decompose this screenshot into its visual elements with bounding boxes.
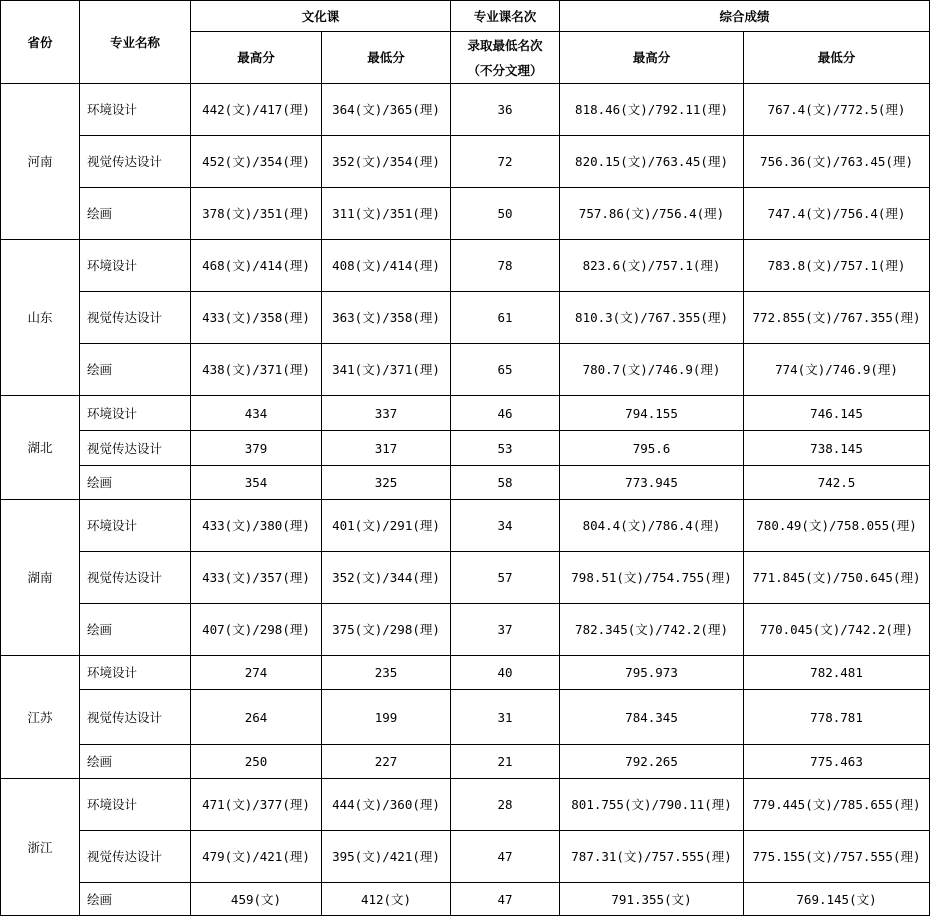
major-cell: 绘画 — [80, 883, 191, 916]
rank-cell: 65 — [451, 344, 560, 396]
major-cell: 视觉传达设计 — [80, 136, 191, 188]
rank-cell: 46 — [451, 396, 560, 431]
composite-min-cell: 775.463 — [744, 745, 930, 779]
header-rank: 专业课名次 — [451, 1, 560, 32]
culture-min-cell: 311(文)/351(理) — [322, 188, 451, 240]
composite-max-cell: 795.973 — [560, 656, 744, 690]
composite-max-cell: 801.755(文)/790.11(理) — [560, 779, 744, 831]
province-cell: 河南 — [1, 84, 80, 240]
culture-min-cell: 363(文)/358(理) — [322, 292, 451, 344]
culture-max-cell: 274 — [191, 656, 322, 690]
rank-cell: 37 — [451, 604, 560, 656]
table-row — [1, 500, 930, 552]
table-body — [1, 1, 930, 916]
province-cell: 湖南 — [1, 500, 80, 656]
header-major: 专业名称 — [80, 1, 191, 84]
culture-min-cell: 352(文)/344(理) — [322, 552, 451, 604]
culture-min-cell: 375(文)/298(理) — [322, 604, 451, 656]
rank-cell: 36 — [451, 84, 560, 136]
culture-min-cell: 444(文)/360(理) — [322, 779, 451, 831]
culture-max-cell: 433(文)/357(理) — [191, 552, 322, 604]
table-row — [1, 552, 930, 604]
header-composite-max: 最高分 — [560, 32, 744, 84]
composite-min-cell: 769.145(文) — [744, 883, 930, 916]
major-cell: 视觉传达设计 — [80, 831, 191, 883]
rank-cell: 40 — [451, 656, 560, 690]
composite-max-cell: 792.265 — [560, 745, 744, 779]
rank-cell: 53 — [451, 431, 560, 466]
table-row — [1, 431, 930, 466]
composite-min-cell: 778.781 — [744, 690, 930, 745]
composite-min-cell: 771.845(文)/750.645(理) — [744, 552, 930, 604]
province-cell: 浙江 — [1, 779, 80, 916]
major-cell: 绘画 — [80, 745, 191, 779]
province-cell: 湖北 — [1, 396, 80, 500]
major-cell: 环境设计 — [80, 656, 191, 690]
culture-max-cell: 479(文)/421(理) — [191, 831, 322, 883]
composite-max-cell: 787.31(文)/757.555(理) — [560, 831, 744, 883]
rank-cell: 34 — [451, 500, 560, 552]
major-cell: 绘画 — [80, 188, 191, 240]
composite-min-cell: 756.36(文)/763.45(理) — [744, 136, 930, 188]
rank-cell: 78 — [451, 240, 560, 292]
culture-max-cell: 264 — [191, 690, 322, 745]
major-cell: 环境设计 — [80, 500, 191, 552]
rank-cell: 57 — [451, 552, 560, 604]
culture-max-cell: 471(文)/377(理) — [191, 779, 322, 831]
table-row — [1, 745, 930, 779]
header-culture-min: 最低分 — [322, 32, 451, 84]
composite-min-cell: 774(文)/746.9(理) — [744, 344, 930, 396]
culture-min-cell: 341(文)/371(理) — [322, 344, 451, 396]
composite-max-cell: 818.46(文)/792.11(理) — [560, 84, 744, 136]
composite-min-cell: 738.145 — [744, 431, 930, 466]
culture-max-cell: 433(文)/358(理) — [191, 292, 322, 344]
culture-min-cell: 235 — [322, 656, 451, 690]
major-cell: 绘画 — [80, 344, 191, 396]
rank-cell: 50 — [451, 188, 560, 240]
table-row — [1, 292, 930, 344]
composite-max-cell: 823.6(文)/757.1(理) — [560, 240, 744, 292]
culture-min-cell: 199 — [322, 690, 451, 745]
composite-max-cell: 773.945 — [560, 466, 744, 500]
header-province: 省份 — [1, 1, 80, 84]
table-row — [1, 690, 930, 745]
culture-max-cell: 468(文)/414(理) — [191, 240, 322, 292]
culture-max-cell: 459(文) — [191, 883, 322, 916]
major-cell: 环境设计 — [80, 240, 191, 292]
header-rank-line3: （不分文理） — [467, 62, 543, 78]
culture-min-cell: 227 — [322, 745, 451, 779]
culture-max-cell: 250 — [191, 745, 322, 779]
composite-min-cell: 742.5 — [744, 466, 930, 500]
culture-min-cell: 325 — [322, 466, 451, 500]
culture-max-cell: 378(文)/351(理) — [191, 188, 322, 240]
rank-cell: 21 — [451, 745, 560, 779]
table-row — [1, 136, 930, 188]
table-row — [1, 240, 930, 292]
composite-min-cell: 747.4(文)/756.4(理) — [744, 188, 930, 240]
major-cell: 绘画 — [80, 604, 191, 656]
composite-max-cell: 782.345(文)/742.2(理) — [560, 604, 744, 656]
rank-cell: 47 — [451, 831, 560, 883]
culture-max-cell: 407(文)/298(理) — [191, 604, 322, 656]
composite-min-cell: 746.145 — [744, 396, 930, 431]
culture-min-cell: 352(文)/354(理) — [322, 136, 451, 188]
province-cell: 山东 — [1, 240, 80, 396]
rank-cell: 58 — [451, 466, 560, 500]
header-culture-max: 最高分 — [191, 32, 322, 84]
major-cell: 视觉传达设计 — [80, 552, 191, 604]
composite-max-cell: 810.3(文)/767.355(理) — [560, 292, 744, 344]
composite-max-cell: 784.345 — [560, 690, 744, 745]
composite-max-cell: 757.86(文)/756.4(理) — [560, 188, 744, 240]
table-row — [1, 831, 930, 883]
table-row — [1, 396, 930, 431]
table-row — [1, 466, 930, 500]
culture-min-cell: 317 — [322, 431, 451, 466]
culture-min-cell: 401(文)/291(理) — [322, 500, 451, 552]
table-row — [1, 656, 930, 690]
culture-min-cell: 395(文)/421(理) — [322, 831, 451, 883]
rank-cell: 72 — [451, 136, 560, 188]
header-row-top — [1, 1, 930, 32]
major-cell: 绘画 — [80, 466, 191, 500]
major-cell: 环境设计 — [80, 84, 191, 136]
header-composite: 综合成绩 — [560, 1, 930, 32]
table-row — [1, 84, 930, 136]
culture-min-cell: 412(文) — [322, 883, 451, 916]
composite-max-cell: 798.51(文)/754.755(理) — [560, 552, 744, 604]
culture-max-cell: 354 — [191, 466, 322, 500]
province-cell: 江苏 — [1, 656, 80, 779]
composite-max-cell: 795.6 — [560, 431, 744, 466]
culture-max-cell: 452(文)/354(理) — [191, 136, 322, 188]
major-cell: 视觉传达设计 — [80, 292, 191, 344]
culture-max-cell: 433(文)/380(理) — [191, 500, 322, 552]
composite-min-cell: 767.4(文)/772.5(理) — [744, 84, 930, 136]
culture-max-cell: 442(文)/417(理) — [191, 84, 322, 136]
culture-max-cell: 434 — [191, 396, 322, 431]
table-row — [1, 344, 930, 396]
rank-cell: 47 — [451, 883, 560, 916]
rank-cell: 28 — [451, 779, 560, 831]
composite-max-cell: 820.15(文)/763.45(理) — [560, 136, 744, 188]
header-culture: 文化课 — [191, 1, 451, 32]
culture-max-cell: 438(文)/371(理) — [191, 344, 322, 396]
rank-cell: 31 — [451, 690, 560, 745]
composite-min-cell: 770.045(文)/742.2(理) — [744, 604, 930, 656]
table-row — [1, 883, 930, 916]
header-rank-line2: 录取最低名次 — [467, 37, 543, 53]
culture-min-cell: 337 — [322, 396, 451, 431]
header-rank-detail — [451, 32, 560, 84]
major-cell: 视觉传达设计 — [80, 431, 191, 466]
major-cell: 环境设计 — [80, 396, 191, 431]
composite-min-cell: 783.8(文)/757.1(理) — [744, 240, 930, 292]
table-row — [1, 604, 930, 656]
composite-max-cell: 780.7(文)/746.9(理) — [560, 344, 744, 396]
major-cell: 视觉传达设计 — [80, 690, 191, 745]
major-cell: 环境设计 — [80, 779, 191, 831]
composite-min-cell: 779.445(文)/785.655(理) — [744, 779, 930, 831]
rank-cell: 61 — [451, 292, 560, 344]
culture-max-cell: 379 — [191, 431, 322, 466]
header-composite-min: 最低分 — [744, 32, 930, 84]
composite-min-cell: 772.855(文)/767.355(理) — [744, 292, 930, 344]
composite-min-cell: 782.481 — [744, 656, 930, 690]
composite-min-cell: 775.155(文)/757.555(理) — [744, 831, 930, 883]
composite-max-cell: 794.155 — [560, 396, 744, 431]
culture-min-cell: 408(文)/414(理) — [322, 240, 451, 292]
composite-max-cell: 804.4(文)/786.4(理) — [560, 500, 744, 552]
culture-min-cell: 364(文)/365(理) — [322, 84, 451, 136]
composite-min-cell: 780.49(文)/758.055(理) — [744, 500, 930, 552]
table-row — [1, 779, 930, 831]
composite-max-cell: 791.355(文) — [560, 883, 744, 916]
table-row — [1, 188, 930, 240]
